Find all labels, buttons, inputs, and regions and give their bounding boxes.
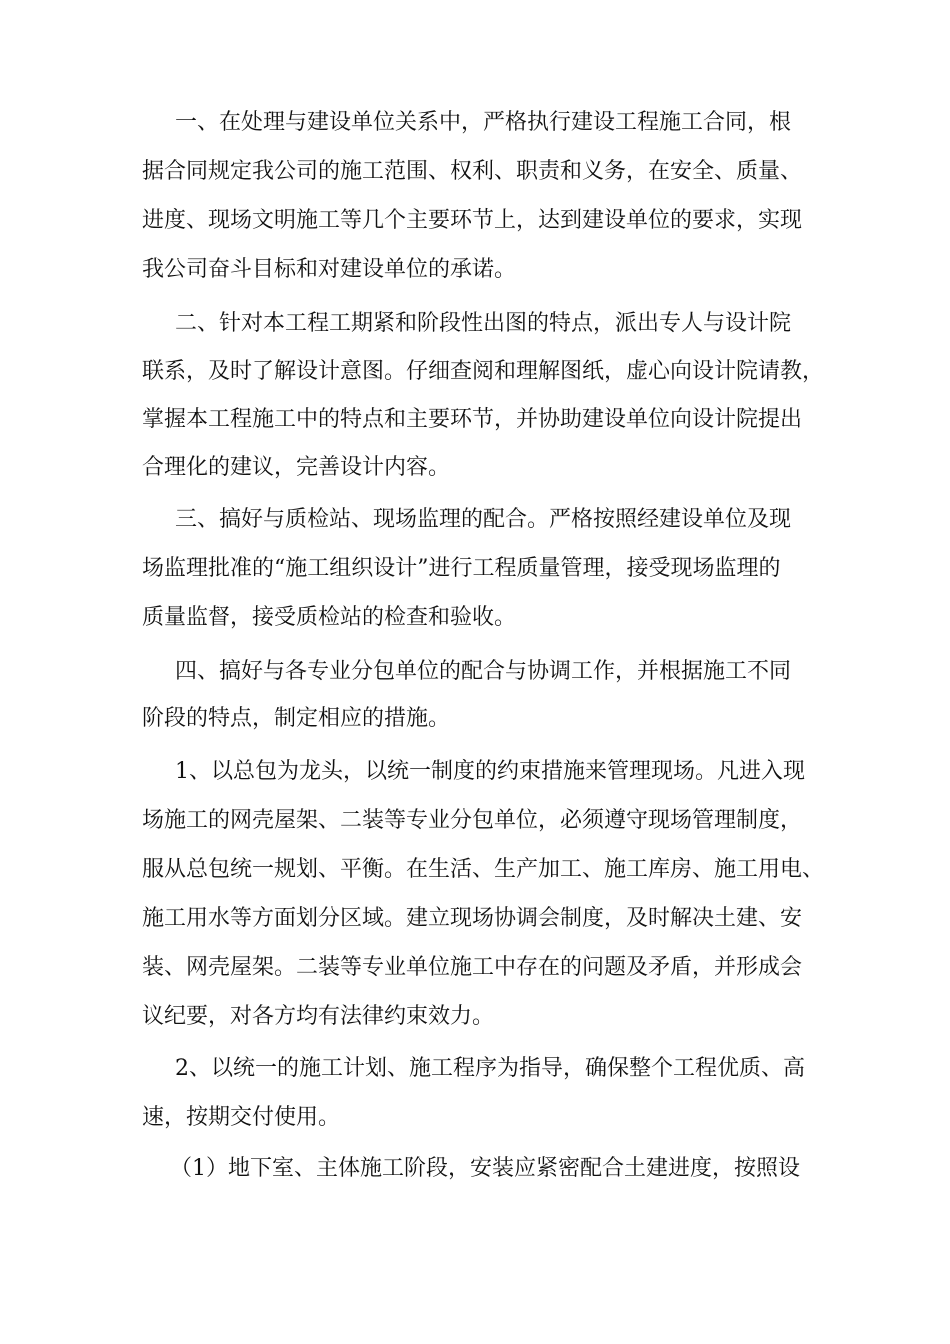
text-line (0, 897, 950, 941)
text-line (0, 848, 950, 892)
paragraph-5-line-5: 装、网壳屋架。二装等专业单位施工中存在的问题及矛盾，并形成会 (142, 955, 803, 980)
text-line (0, 697, 950, 741)
paragraph-3-line-1: 三、搞好与质检站、现场监理的配合。严格按照经建设单位及现 (175, 507, 792, 532)
paragraph-4-line-1: 四、搞好与各专业分包单位的配合与协调工作，并根据施工不同 (175, 659, 792, 684)
paragraph-4-line-2: 阶段的特点，制定相应的措施。 (142, 706, 451, 731)
text-line (0, 995, 950, 1039)
paragraph-6-line-2: 速，按期交付使用。 (142, 1105, 341, 1130)
paragraph-1-line-1: 一、在处理与建设单位关系中，严格执行建设工程施工合同，根 (175, 110, 792, 135)
paragraph-2-line-3: 掌握本工程施工中的特点和主要环节，并协助建设单位向设计院提出 (142, 407, 803, 432)
text-line (0, 350, 950, 394)
text-line (0, 1047, 950, 1091)
paragraph-2-line-1: 二、针对本工程工期紧和阶段性出图的特点，派出专人与设计院 (175, 311, 792, 336)
paragraph-1-line-3: 进度、现场文明施工等几个主要环节上，达到建设单位的要求，实现 (142, 208, 803, 233)
text-line (0, 799, 950, 843)
paragraph-5-line-2: 场施工的网壳屋架、二装等专业分包单位，必须遵守现场管理制度， (142, 808, 803, 833)
paragraph-3-line-3: 质量监督，接受质检站的检查和验收。 (142, 605, 517, 630)
text-line (0, 547, 950, 591)
paragraph-7-line-1: （1）地下室、主体施工阶段，安装应紧密配合土建进度，按照设 (170, 1156, 800, 1181)
paragraph-2-line-4: 合理化的建议，完善设计内容。 (142, 455, 451, 480)
text-line (0, 1147, 950, 1191)
text-line (0, 1096, 950, 1140)
paragraph-5-line-3: 服从总包统一规划、平衡。在生活、生产加工、施工库房、施工用电、 (142, 857, 825, 882)
text-line (0, 199, 950, 243)
paragraph-2-line-2: 联系，及时了解设计意图。仔细查阅和理解图纸，虚心向设计院请教， (142, 359, 825, 384)
text-line (0, 101, 950, 145)
text-line (0, 946, 950, 990)
text-line (0, 150, 950, 194)
text-line (0, 398, 950, 442)
text-line (0, 446, 950, 490)
paragraph-5-line-4: 施工用水等方面划分区域。建立现场协调会制度，及时解决土建、安 (142, 906, 803, 931)
text-line (0, 498, 950, 542)
paragraph-3-line-2: 场监理批准的“施工组织设计”进行工程质量管理，接受现场监理的 (142, 556, 781, 581)
text-line (0, 248, 950, 292)
paragraph-1-line-2: 据合同规定我公司的施工范围、权利、职责和义务，在安全、质量、 (142, 159, 803, 184)
paragraph-5-line-6: 议纪要，对各方均有法律约束效力。 (142, 1004, 495, 1029)
text-line (0, 650, 950, 694)
paragraph-5-line-1: 1、以总包为龙头，以统一制度的约束措施来管理现场。凡进入现 (175, 759, 805, 784)
text-line (0, 750, 950, 794)
text-line (0, 302, 950, 346)
paragraph-6-line-1: 2、以统一的施工计划、施工程序为指导，确保整个工程优质、高 (175, 1056, 805, 1081)
paragraph-1-line-4: 我公司奋斗目标和对建设单位的承诺。 (142, 257, 517, 282)
text-line (0, 596, 950, 640)
